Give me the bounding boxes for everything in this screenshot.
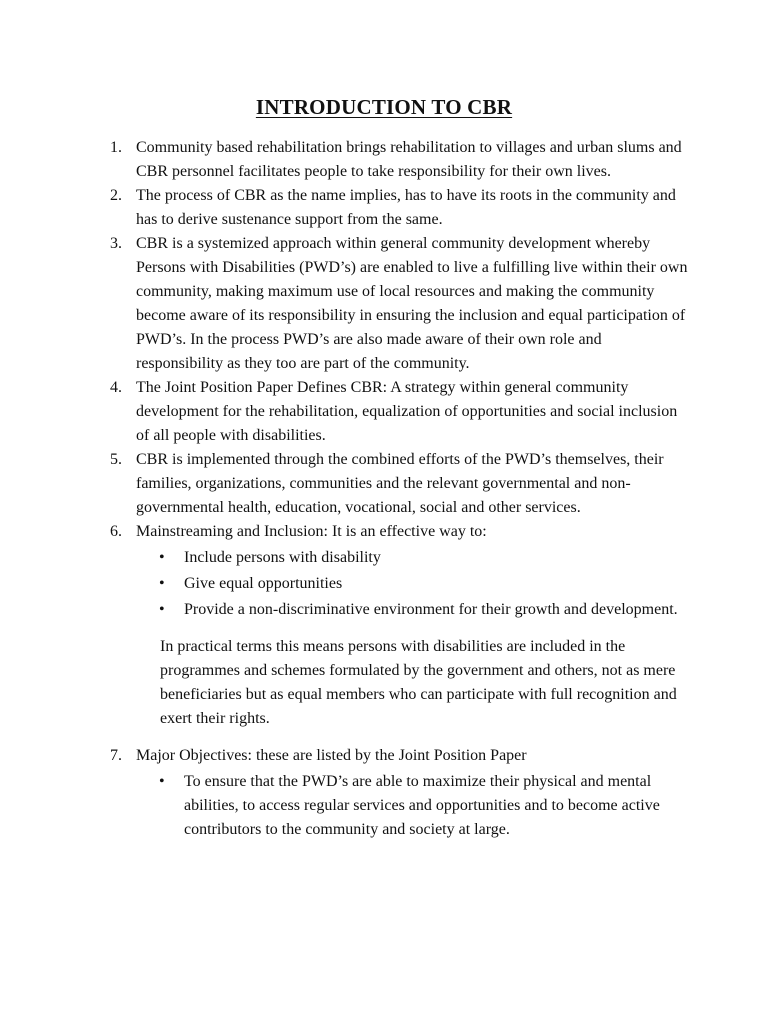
bullet-list bbox=[136, 546, 688, 622]
item-text: CBR is implemented through the combined efforts of the PWD’s themselves, their families, organizations, communities and the relevant governmental and non-governmental health, education, vocational, social and other services. bbox=[136, 451, 664, 516]
bullet-icon: • bbox=[159, 575, 165, 592]
item-text: CBR is a systemized approach within general community development whereby Persons with Disabilities (PWD’s) are enabled to live a fulfilling live within their own community, making maximum use of local resources and making the community become aware of its responsibility in ensuring the inclusion and equal participation of PWD’s. In the process PWD’s are also made aware of their own role and responsibility as they too are part of the community. bbox=[136, 235, 688, 372]
bullet-text: To ensure that the PWD’s are able to maximize their physical and mental abilities, to access regular services and opportunities and to become active contributors to the community and society at large. bbox=[184, 773, 660, 838]
item-number: 1. bbox=[110, 139, 122, 156]
item-number: 5. bbox=[110, 451, 122, 468]
list-item-3 bbox=[0, 232, 768, 376]
item-number: 2. bbox=[110, 187, 122, 204]
bullet-icon: • bbox=[159, 549, 165, 566]
bullet-item bbox=[136, 572, 688, 596]
bullet-text: Provide a non-discriminative environment for their growth and development. bbox=[184, 601, 678, 618]
bullet-list bbox=[136, 770, 688, 842]
bullet-item bbox=[136, 546, 688, 570]
page-title: INTRODUCTION TO CBR bbox=[255, 95, 513, 119]
item-number: 4. bbox=[110, 379, 122, 396]
bullet-icon: • bbox=[159, 601, 165, 618]
item-text: Community based rehabilitation brings rehabilitation to villages and urban slums and CBR personnel facilitates people to take responsibility for their own lives. bbox=[136, 139, 682, 180]
bullet-text: Include persons with disability bbox=[184, 549, 381, 566]
bullet-item bbox=[136, 770, 688, 842]
bullet-item bbox=[136, 598, 688, 622]
item-number: 6. bbox=[110, 523, 122, 540]
list-item-2 bbox=[0, 184, 768, 232]
item-text: The process of CBR as the name implies, has to have its roots in the community and has to derive sustenance support from the same. bbox=[136, 187, 676, 228]
bullet-icon: • bbox=[159, 773, 165, 790]
item-text: Mainstreaming and Inclusion: It is an effective way to: bbox=[136, 523, 487, 540]
item-number: 3. bbox=[110, 235, 122, 252]
list-item-4 bbox=[0, 376, 768, 448]
item-text: Major Objectives: these are listed by the Joint Position Paper bbox=[136, 747, 527, 764]
list-item-6 bbox=[0, 520, 768, 731]
numbered-list bbox=[0, 136, 768, 842]
list-item-5 bbox=[0, 448, 768, 520]
item-number: 7. bbox=[110, 747, 122, 764]
item-text: The Joint Position Paper Defines CBR: A strategy within general community development for the rehabilitation, equalization of opportunities and social inclusion of all people with disabilities. bbox=[136, 379, 678, 444]
explanation-paragraph: In practical terms this means persons with disabilities are included in the programmes and schemes formulated by the government and others, not as mere beneficiaries but as equal members who can participate with full recognition and exert their rights. bbox=[160, 638, 677, 727]
list-item-7 bbox=[0, 744, 768, 842]
bullet-text: Give equal opportunities bbox=[184, 575, 343, 592]
list-item-1 bbox=[0, 136, 768, 184]
